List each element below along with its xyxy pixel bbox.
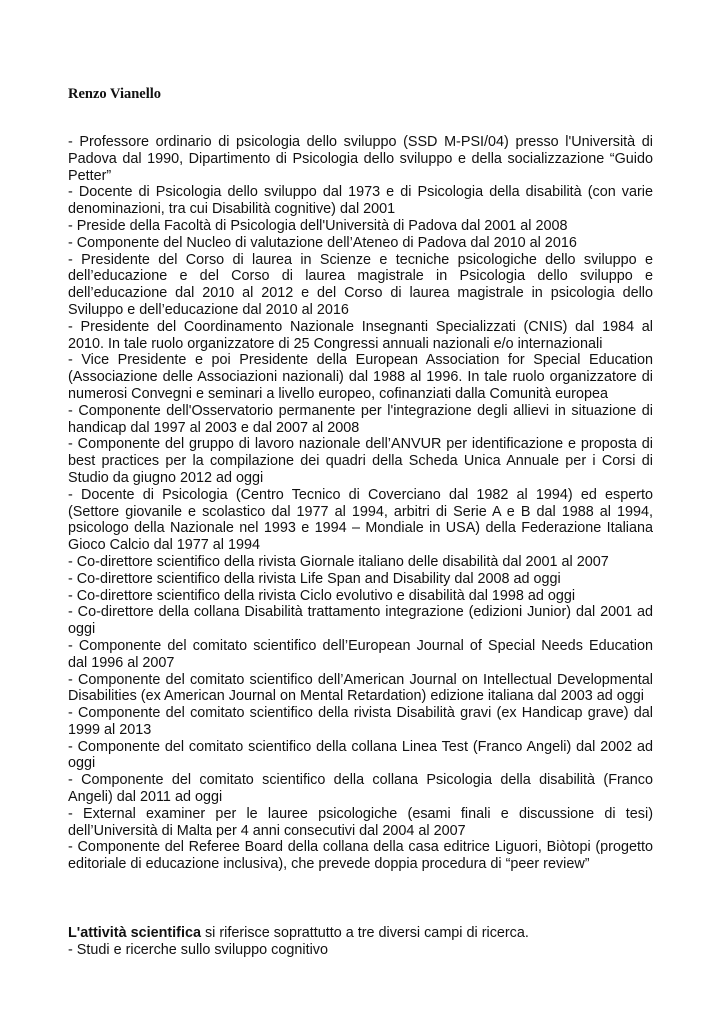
research-intro bbox=[68, 925, 653, 942]
cv-item: - Professore ordinario di psicologia dello sviluppo (SSD M-PSI/04) presso l'Università di Padova dal 1990, Dipartimento di Psicologia dello sviluppo e della socializzazione “Guido Petter” bbox=[68, 134, 653, 184]
cv-item: - Componente del comitato scientifico dell’American Journal on Intellectual Developmental Disabilities (ex American Journal on Mental Retardation) edizione italiana dal 2003 ad oggi bbox=[68, 671, 653, 705]
cv-item: - Co-direttore scientifico della rivista Giornale italiano delle disabilità dal 2001 al 2007 bbox=[68, 553, 609, 570]
author-name: Renzo Vianello bbox=[68, 86, 162, 102]
cv-item: - Componente del comitato scientifico dell’European Journal of Special Needs Education dal 1996 al 2007 bbox=[68, 637, 653, 671]
cv-item: - Docente di Psicologia (Centro Tecnico di Coverciano dal 1982 al 1994) ed esperto (Settore giovanile e scolastico dal 1977 al 1994, arbitri di Serie A e B dal 1988 al 1994, psicologo della Nazionale nel 1993 e 1994 – Mondiale in USA) della Federazione Italiana Gioco Calcio dal 1977 al 1994 bbox=[68, 486, 653, 554]
research-intro-text: si riferisce soprattutto a tre diversi campi di ricerca. bbox=[200, 925, 529, 941]
cv-item: - Componente del comitato scientifico della collana Linea Test (Franco Angeli) dal 2002 ad oggi bbox=[68, 738, 653, 772]
cv-item: - Componente del Nucleo di valutazione dell’Ateneo di Padova dal 2010 al 2016 bbox=[68, 234, 577, 251]
cv-item: - Docente di Psicologia dello sviluppo dal 1973 e di Psicologia della disabilità (con varie denominazioni, tra cui Disabilità cognitive) dal 2001 bbox=[68, 184, 653, 218]
cv-item: - Co-direttore della collana Disabilità trattamento integrazione (edizioni Junior) dal 2001 ad oggi bbox=[68, 604, 653, 638]
research-field-item: - Studi e ricerche sullo sviluppo cognitivo bbox=[68, 941, 328, 958]
cv-item: - Componente del comitato scientifico della rivista Disabilità gravi (ex Handicap grave) dal 1999 al 2013 bbox=[68, 705, 653, 738]
cv-item: - Componente del gruppo di lavoro nazionale dell’ANVUR per identificazione e proposta di best practices per la compilazione dei quadri della Scheda Unica Annuale per i Corsi di Studio da giugno 2012 ad oggi bbox=[68, 436, 653, 486]
research-heading: L'attività scientifica bbox=[68, 925, 201, 941]
cv-item: - Componente del Referee Board della collana della casa editrice Liguori, Biòtopi (progetto editoriale di educazione inclusiva), che prevede doppia procedura di “peer review” bbox=[68, 839, 653, 873]
cv-item: - Co-direttore scientifico della rivista Ciclo evolutivo e disabilità dal 1998 ad oggi bbox=[68, 587, 576, 604]
cv-item: - Vice Presidente e poi Presidente della European Association for Special Education (Associazione delle Associazioni nazionali) dal 1988 al 1996. In tale ruolo organizzatore di numerosi Convegni e seminari a livello europeo, cofinanziati dalla Comunità europea bbox=[68, 352, 653, 402]
cv-item: - Presidente del Coordinamento Nazionale Insegnanti Specializzati (CNIS) dal 1984 al 2010. In tale ruolo organizzatore di 25 Congressi annuali nazionali e/o internazionali bbox=[68, 318, 653, 352]
cv-item: - Co-direttore scientifico della rivista Life Span and Disability dal 2008 ad oggi bbox=[68, 570, 561, 587]
cv-item: - Presidente del Corso di laurea in Scienze e tecniche psicologiche dello sviluppo e dell’educazione e del Corso di laurea magistrale in Psicologia dello sviluppo e dell’educazione dal 2010 al 2012 e del Corso di laurea magistrale in psicologia dello Sviluppo e dell’educazione dal 2010 al 2016 bbox=[68, 251, 653, 318]
cv-item: - Componente dell'Osservatorio permanente per l'integrazione degli allievi in situazione di handicap dal 1997 al 2003 e dal 2007 al 2008 bbox=[68, 402, 653, 436]
cv-item: - External examiner per le lauree psicologiche (esami finali e discussione di tesi) dell’Università di Malta per 4 anni consecutivi dal 2004 al 2007 bbox=[68, 805, 653, 839]
cv-item: - Componente del comitato scientifico della collana Psicologia della disabilità (Franco Angeli) dal 2011 ad oggi bbox=[68, 772, 653, 806]
cv-list bbox=[68, 134, 653, 873]
cv-item: - Preside della Facoltà di Psicologia dell'Università di Padova dal 2001 al 2008 bbox=[68, 217, 568, 234]
research-section bbox=[68, 925, 653, 959]
